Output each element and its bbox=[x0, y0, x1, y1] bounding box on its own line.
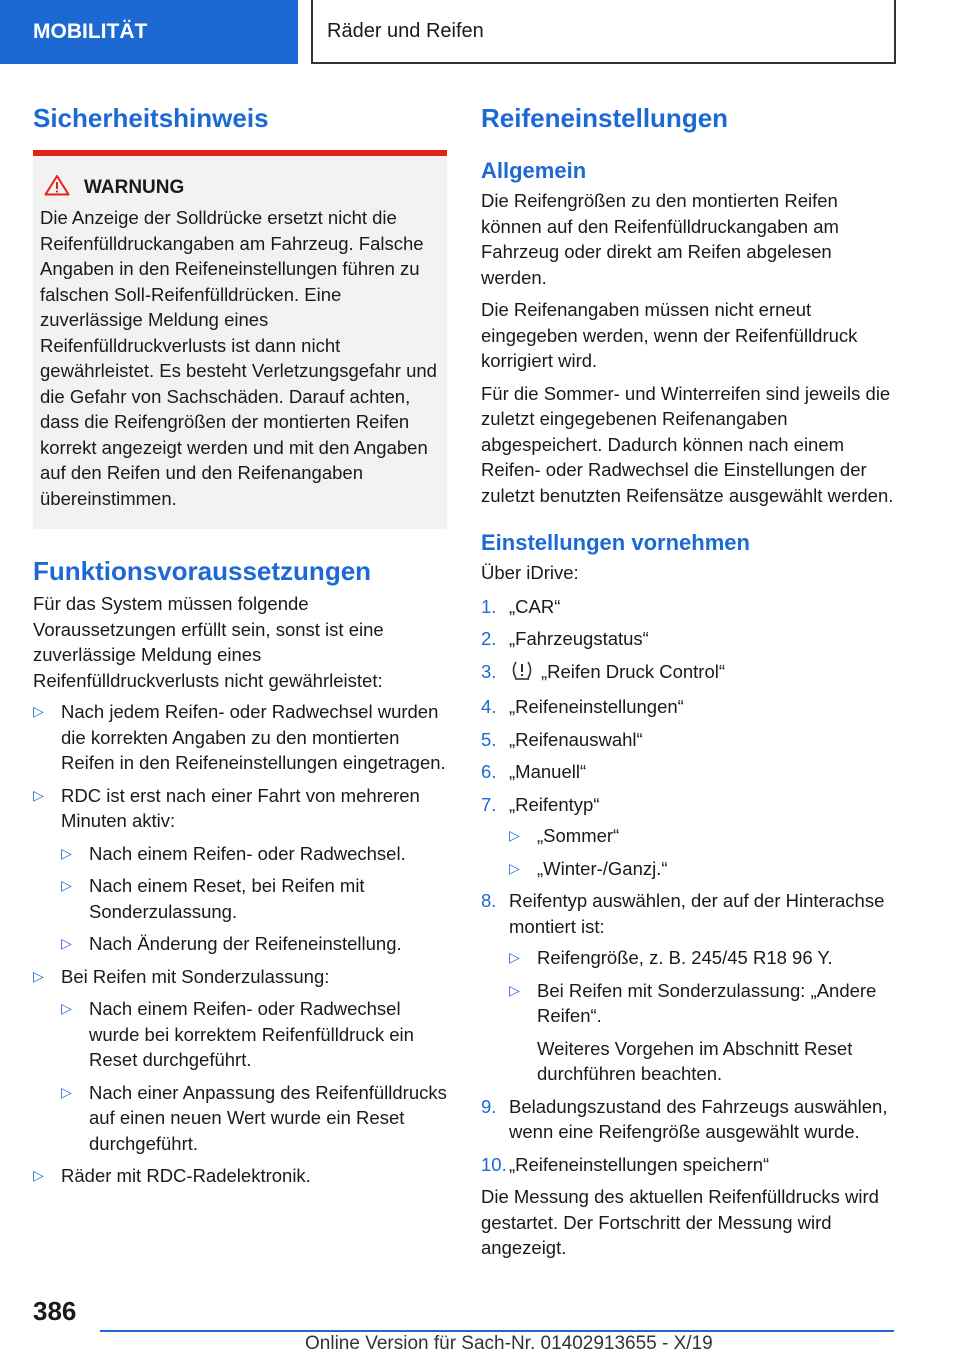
list-item: 9. Beladungszustand des Fahrzeugs auswählen, wenn eine Reifengröße ausgewählt wurde. bbox=[481, 1095, 888, 1142]
footer-version: Online Version für Sach-Nr. 01402913655 - X/19 bbox=[305, 1333, 713, 1354]
settings-heading: Einstellungen vornehmen bbox=[481, 530, 750, 555]
requirements-list bbox=[33, 699, 447, 1189]
list-item: 5. „Reifenauswahl“ bbox=[481, 728, 643, 750]
list-item: ▷ Nach einem Reifen- oder Radwechsel wurde bei korrektem Reifenfülldruck ein Reset durchgeführt. bbox=[61, 996, 447, 1073]
list-item: 4. „Reifeneinstellungen“ bbox=[481, 696, 684, 717]
list-item: ▷ Nach einer Anpassung des Reifenfülldrucks auf einen neuen Wert wurde ein Reset durchgeführt. bbox=[61, 1080, 447, 1157]
right-column bbox=[481, 98, 901, 1261]
general-paragraph-3: Für die Sommer- und Winterreifen sind jeweils die zuletzt eingegebenen Reifenangaben abgespeichert. Dadurch können nach einem Reifen- oder Radwechsel die Einstellungen der zuletzt benutzten Reifensätze ausgewählt werden. bbox=[481, 382, 894, 506]
page-number: 386 bbox=[33, 1296, 77, 1326]
left-column bbox=[33, 98, 447, 1196]
footer-divider bbox=[100, 1330, 894, 1332]
list-item: 10. „Reifeneinstellungen speichern“ bbox=[481, 1153, 770, 1175]
list-item: ▷ „Sommer“ bbox=[509, 823, 901, 849]
list-item: ▷ Bei Reifen mit Sonderzulassung: „Andere Reifen“. bbox=[509, 978, 901, 1029]
closing-paragraph: Die Messung des aktuellen Reifenfülldrucks wird gestartet. Der Fortschritt der Messung wird angezeigt. bbox=[481, 1186, 879, 1258]
list-item: ▷ Nach jedem Reifen- oder Radwechsel wurden die korrekten Angaben zu den montierten Reifen in den Reifeneinstellungen eingetragen. bbox=[33, 699, 447, 776]
step-note: Weiteres Vorgehen im Abschnitt Reset durchführen beachten. bbox=[537, 1037, 853, 1084]
warning-box bbox=[33, 150, 447, 529]
list-item: ▷ Räder mit RDC-Radelektronik. bbox=[33, 1163, 447, 1189]
general-paragraph-1: Die Reifengrößen zu den montierten Reifen können auf den Reifenfülldruckangaben am Fahrzeug oder direkt am Reifen abgelesen werden. bbox=[481, 190, 839, 288]
function-heading: Funktionsvoraussetzungen bbox=[33, 556, 372, 586]
list-item: 1. „CAR“ bbox=[481, 595, 561, 617]
chapter-title: Räder und Reifen bbox=[311, 0, 896, 64]
list-item: 8. Reifentyp auswählen, der auf der Hinterachse montiert ist: ▷ Reifengröße, z. B. 245/45 R18 96 Y. ▷ Bei Reifen mit Sonderzulassung: „Andere Reifen“. Weiteres Vorgehen im Abschnitt Reset durchführen beachten. bbox=[481, 888, 901, 1087]
tire-pressure-icon bbox=[509, 659, 535, 688]
list-item: ▷ Reifengröße, z. B. 245/45 R18 96 Y. bbox=[509, 945, 901, 971]
list-item: ▷ „Winter-/Ganzj.“ bbox=[509, 856, 901, 882]
function-intro: Für das System müssen folgende Voraussetzungen erfüllt sein, sonst ist eine zuverlässige Meldung eines Reifenfülldruckverlusts nicht gewährleistet: bbox=[33, 593, 384, 691]
steps-list bbox=[481, 594, 901, 1178]
safety-heading: Sicherheitshinweis bbox=[33, 103, 269, 133]
tire-settings-heading: Reifeneinstellungen bbox=[481, 103, 729, 133]
section-tab: MOBILITÄT bbox=[0, 0, 298, 64]
list-item: ▷ RDC ist erst nach einer Fahrt von mehreren Minuten aktiv: ▷ Nach einem Reifen- oder Radwechsel. ▷ Nach einem Reset, bei Reifen mit Sonderzulassung. ▷ Nach Änderung der Reifeneinstellung. bbox=[33, 783, 447, 957]
warning-label: WARNUNG bbox=[84, 176, 185, 198]
general-heading: Allgemein bbox=[481, 158, 587, 183]
list-item: 2. „Fahrzeugstatus“ bbox=[481, 628, 649, 649]
list-item: ▷ Nach einem Reset, bei Reifen mit Sonderzulassung. bbox=[61, 873, 447, 924]
list-item: ▷ Nach einem Reifen- oder Radwechsel. bbox=[61, 841, 447, 867]
list-item: ▷ Bei Reifen mit Sonderzulassung: ▷ Nach einem Reifen- oder Radwechsel wurde bei korrektem Reifenfülldruck ein Reset durchgeführt. ▷ Nach einer Anpassung des Reifenfülldrucks auf einen neuen Wert wurde ein Reset durchgeführt. bbox=[33, 964, 447, 1157]
warning-triangle-icon bbox=[44, 174, 70, 201]
list-item: ▷ Nach Änderung der Reifeneinstellung. bbox=[61, 931, 447, 957]
list-item: 7. „Reifentyp“ ▷ „Sommer“ ▷ „Winter-/Ganzj.“ bbox=[481, 792, 901, 882]
warning-text: Die Anzeige der Solldrücke ersetzt nicht die Reifenfülldruckangaben am Fahrzeug. Falsche Angaben in den Reifeneinstellungen führen zu falschen Soll-Reifenfülldrücken. Eine zuverlässige Meldung eines Reifenfülldruckverlusts ist dann nicht gewährleistet. Es besteht Verletzungsgefahr und die Gefahr von Sachschäden. Darauf achten, dass die Reifengrößen der montierten Reifen korrekt angezeigt werden und mit den Angaben auf den Reifen und den Reifenangaben übereinstimmen. bbox=[40, 207, 437, 509]
list-item: 6. „Manuell“ bbox=[481, 761, 587, 782]
settings-intro: Über iDrive: bbox=[481, 562, 579, 583]
list-item: 3. „Reifen Druck Control“ bbox=[481, 659, 901, 688]
general-paragraph-2: Die Reifenangaben müssen nicht erneut eingegeben werden, wenn der Reifenfülldruck korrigiert wird. bbox=[481, 299, 858, 371]
